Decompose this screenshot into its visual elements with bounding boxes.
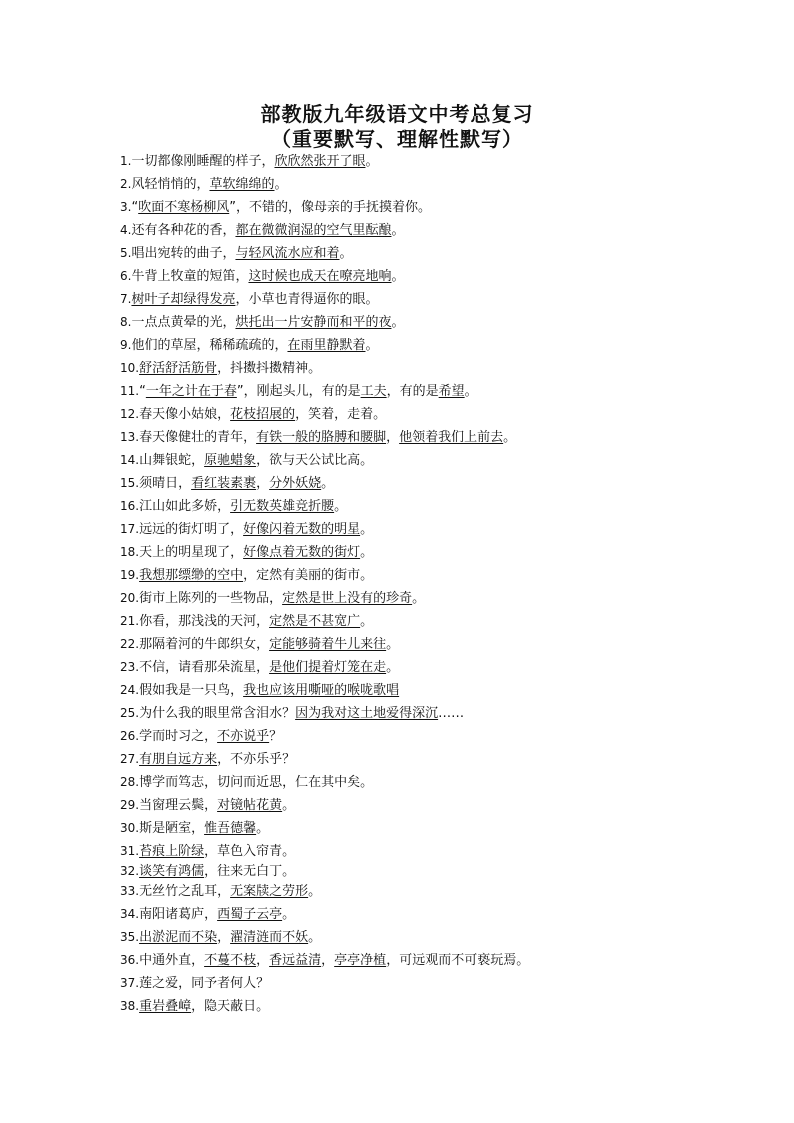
answer-text: 花枝招展的 [230,407,296,422]
item-number: 5. [120,246,132,260]
answer-text: 欣欣然张开了眼 [274,154,366,169]
answer-text: 舒活舒活筋骨 [139,361,218,376]
prompt-text: 。 [274,177,288,192]
prompt-text: 。 [365,338,379,353]
list-item [120,587,780,610]
prompt-text: 。 [339,246,353,261]
item-number: 20. [120,591,140,605]
prompt-text: ， [256,476,270,491]
answer-text: 定能够骑着牛儿来往 [269,637,387,652]
prompt-text: 假如我是一只鸟， [139,683,244,698]
answer-text: 谈笑有鸿儒 [139,864,205,879]
list-item [120,794,780,817]
prompt-text: 。 [334,499,348,514]
list-item [120,679,780,702]
prompt-text: 你看，那浅浅的天河， [139,614,270,629]
item-number: 35. [120,930,140,944]
prompt-text: 唱出宛转的曲子， [131,246,236,261]
list-item [120,357,780,380]
answer-text: 这时候也成天在嘹亮地响 [248,269,392,284]
prompt-text: 春天像健壮的青年， [139,430,257,445]
list-item [120,518,780,541]
list-item [120,449,780,472]
prompt-text: ，可远观而不可亵玩焉。 [386,953,530,968]
item-number: 24. [120,683,140,697]
answer-text: 重岩叠嶂 [139,999,192,1014]
item-number: 11. [120,384,140,398]
item-number: 23. [120,660,140,674]
item-number: 15. [120,476,140,490]
prompt-text: ？ [269,729,283,744]
prompt-text: ，草色入帘青。 [204,844,296,859]
prompt-text: 牛背上牧童的短笛， [131,269,249,284]
list-item [120,656,780,679]
item-number: 33. [120,884,140,898]
list-item [120,219,780,242]
item-number: 18. [120,545,140,559]
list-item [120,817,780,840]
list-item [120,840,780,863]
prompt-text: 。 [308,884,322,899]
page-subtitle: （重要默写、理解性默写） [271,127,523,151]
prompt-text: 学而时习之， [139,729,218,744]
answer-text: 我也应该用嘶哑的喉咙歌唱 [243,683,400,698]
list-item [120,495,780,518]
prompt-text: 。 [391,315,405,330]
list-item [120,949,780,972]
item-number: 32. [120,864,140,878]
list-item [120,265,780,288]
prompt-text: 。 [386,637,400,652]
list-item [120,196,780,219]
item-number: 31. [120,844,140,858]
list-item [120,771,780,794]
answer-text: 是他们提着灯笼在走 [269,660,387,675]
prompt-text: ”，刚起头儿，有的是 [236,384,361,399]
list-item [120,725,780,748]
prompt-text: 。 [256,821,270,836]
prompt-text: 。 [386,660,400,675]
prompt-text: ， [321,953,335,968]
answer-text: 树叶子却绿得发亮 [131,292,236,307]
list-item [120,426,780,449]
item-number: 38. [120,999,140,1013]
prompt-text: ，往来无白丁。 [204,864,296,879]
answer-text: 对镜帖花黄 [217,798,283,813]
answer-text: 无案牍之劳形 [230,884,309,899]
prompt-text: 。 [360,614,374,629]
prompt-text: 南阳诸葛庐， [139,907,218,922]
answer-text: 定然是世上没有的珍奇 [282,591,413,606]
prompt-text: 一点点黄晕的光， [131,315,236,330]
prompt-text: ， [256,953,270,968]
prompt-text: 春天像小姑娘， [139,407,231,422]
item-number: 21. [120,614,140,628]
list-item [120,173,780,196]
item-number: 8. [120,315,132,329]
answer-text: 苔痕上阶绿 [139,844,205,859]
prompt-text: 。 [282,798,296,813]
prompt-text: 须晴日， [139,476,192,491]
list-item [120,311,780,334]
list-item [120,242,780,265]
list-item [120,288,780,311]
prompt-text: ，抖擞抖擞精神。 [217,361,322,376]
prompt-text: 远远的街灯明了， [139,522,244,537]
prompt-text: ，小草也青得逼你的眼。 [235,292,379,307]
prompt-text: ，欲与天公试比高。 [256,453,374,468]
item-number: 27. [120,752,140,766]
item-number: 16. [120,499,140,513]
answer-text: 希望 [438,384,465,399]
list-item [120,334,780,357]
prompt-text: 。 [308,930,322,945]
item-number: 36. [120,953,140,967]
answer-text: 他领着我们上前去 [399,430,504,445]
list-item [120,472,780,495]
prompt-text: 街市上陈列的一些物品， [139,591,283,606]
list-item [120,702,780,725]
prompt-text: 江山如此多娇， [139,499,231,514]
answer-text: 濯清涟而不妖 [230,930,309,945]
list-item [120,564,780,587]
item-number: 2. [120,177,132,191]
prompt-text: ，不亦乐乎？ [217,752,296,767]
item-number: 28. [120,775,140,789]
prompt-text: 。 [391,223,405,238]
item-number: 13. [120,430,140,444]
item-number: 34. [120,907,140,921]
answer-text: 亭亭净植 [334,953,387,968]
item-number: 22. [120,637,140,651]
list-item [120,972,780,995]
prompt-text: 那隔着河的牛郎织女， [139,637,270,652]
prompt-text: 。 [282,907,296,922]
prompt-text: 博学而笃志，切问而近思，仁在其中矣。 [139,775,374,790]
prompt-text: “ [139,384,146,399]
answer-text: 草软绵绵的 [209,177,275,192]
list-item [120,903,780,926]
prompt-text: 为什么我的眼里常含泪水？ [139,706,296,721]
item-number: 9. [120,338,132,352]
prompt-text: ，定然有美丽的街市。 [243,568,374,583]
answer-text: 都在微微润湿的空气里酝酿 [235,223,392,238]
list-item [120,995,780,1018]
list-item [120,748,780,771]
prompt-text: 天上的明星现了， [139,545,244,560]
answer-text: 原驰蜡象 [204,453,257,468]
prompt-text: 。 [503,430,517,445]
answer-text: 我想那缥缈的空中 [139,568,244,583]
answer-text: 一年之计在于春 [145,384,237,399]
item-number: 10. [120,361,140,375]
list-item [120,403,780,426]
item-number: 26. [120,729,140,743]
item-number: 1. [120,154,132,168]
answer-text: 不蔓不枝 [204,953,257,968]
item-number: 12. [120,407,140,421]
prompt-text: 。 [391,269,405,284]
answer-text: 香远益清 [269,953,322,968]
item-number: 7. [120,292,132,306]
prompt-text: 。 [412,591,426,606]
answer-text: 好像点着无数的街灯 [243,545,361,560]
item-number: 30. [120,821,140,835]
prompt-text: 斯是陋室， [139,821,205,836]
prompt-text: 。 [360,522,374,537]
item-number: 6. [120,269,132,283]
prompt-text: 中通外直， [139,953,205,968]
answer-text: 不亦说乎 [217,729,270,744]
answer-text: 好像闪着无数的明星 [243,522,361,537]
list-item [120,863,780,880]
answer-text: 烘托出一片安静而和平的夜 [235,315,392,330]
prompt-text: 。 [464,384,478,399]
answer-text: 西蜀子云亭 [217,907,283,922]
prompt-text: ，有的是 [386,384,439,399]
answer-text: 看红装素裹 [191,476,257,491]
list-item [120,633,780,656]
list-item [120,880,780,903]
answer-text: 吹面不寒杨柳风 [138,200,230,215]
answer-text: 定然是不甚宽广 [269,614,361,629]
item-number: 19. [120,568,140,582]
item-number: 25. [120,706,140,720]
prompt-text: ， [217,930,231,945]
prompt-text: 无丝竹之乱耳， [139,884,231,899]
prompt-text: 还有各种花的香， [131,223,236,238]
prompt-text: ， [386,430,400,445]
prompt-text: 。 [321,476,335,491]
prompt-text: 不信，请看那朵流星， [139,660,270,675]
item-number: 3. [120,200,132,214]
list-item [120,926,780,949]
answer-text: 因为我对这土地爱得深沉 [295,706,439,721]
prompt-text: ”，不错的，像母亲的手抚摸着你。 [229,200,431,215]
answer-text: 与轻风流水应和着 [235,246,340,261]
item-number: 4. [120,223,132,237]
answer-text: 惟吾德馨 [204,821,257,836]
prompt-text: “ [131,200,139,215]
list-item [120,541,780,564]
list-item [120,150,780,173]
prompt-text: 莲之爱，同予者何人？ [139,976,270,991]
prompt-text: ，笑着，走着。 [295,407,387,422]
item-number: 17. [120,522,140,536]
prompt-text: 他们的草屋，稀稀疏疏的， [131,338,288,353]
item-number: 14. [120,453,140,467]
answer-text: 分外妖娆 [269,476,322,491]
answer-text: 在雨里静默着 [287,338,366,353]
prompt-text: 一切都像刚睡醒的样子， [131,154,275,169]
answer-text: 工夫 [360,384,387,399]
page-title: 部教版九年级语文中考总复习 [260,102,534,126]
prompt-text: 风轻悄悄的， [131,177,210,192]
prompt-text: 当窗理云鬓， [139,798,218,813]
answer-text: 引无数英雄竞折腰 [230,499,335,514]
prompt-text: 。 [365,154,379,169]
answer-text: 出淤泥而不染 [139,930,218,945]
item-number: 29. [120,798,140,812]
list-item [120,380,780,403]
answer-text: 有朋自远方来 [139,752,218,767]
prompt-text: …… [438,706,465,721]
recitation-list [120,150,780,1018]
answer-text: 有铁一般的胳膊和腰脚 [256,430,387,445]
prompt-text: 山舞银蛇， [139,453,205,468]
list-item [120,610,780,633]
prompt-text: 。 [360,545,374,560]
prompt-text: ，隐天蔽日。 [191,999,270,1014]
item-number: 37. [120,976,140,990]
